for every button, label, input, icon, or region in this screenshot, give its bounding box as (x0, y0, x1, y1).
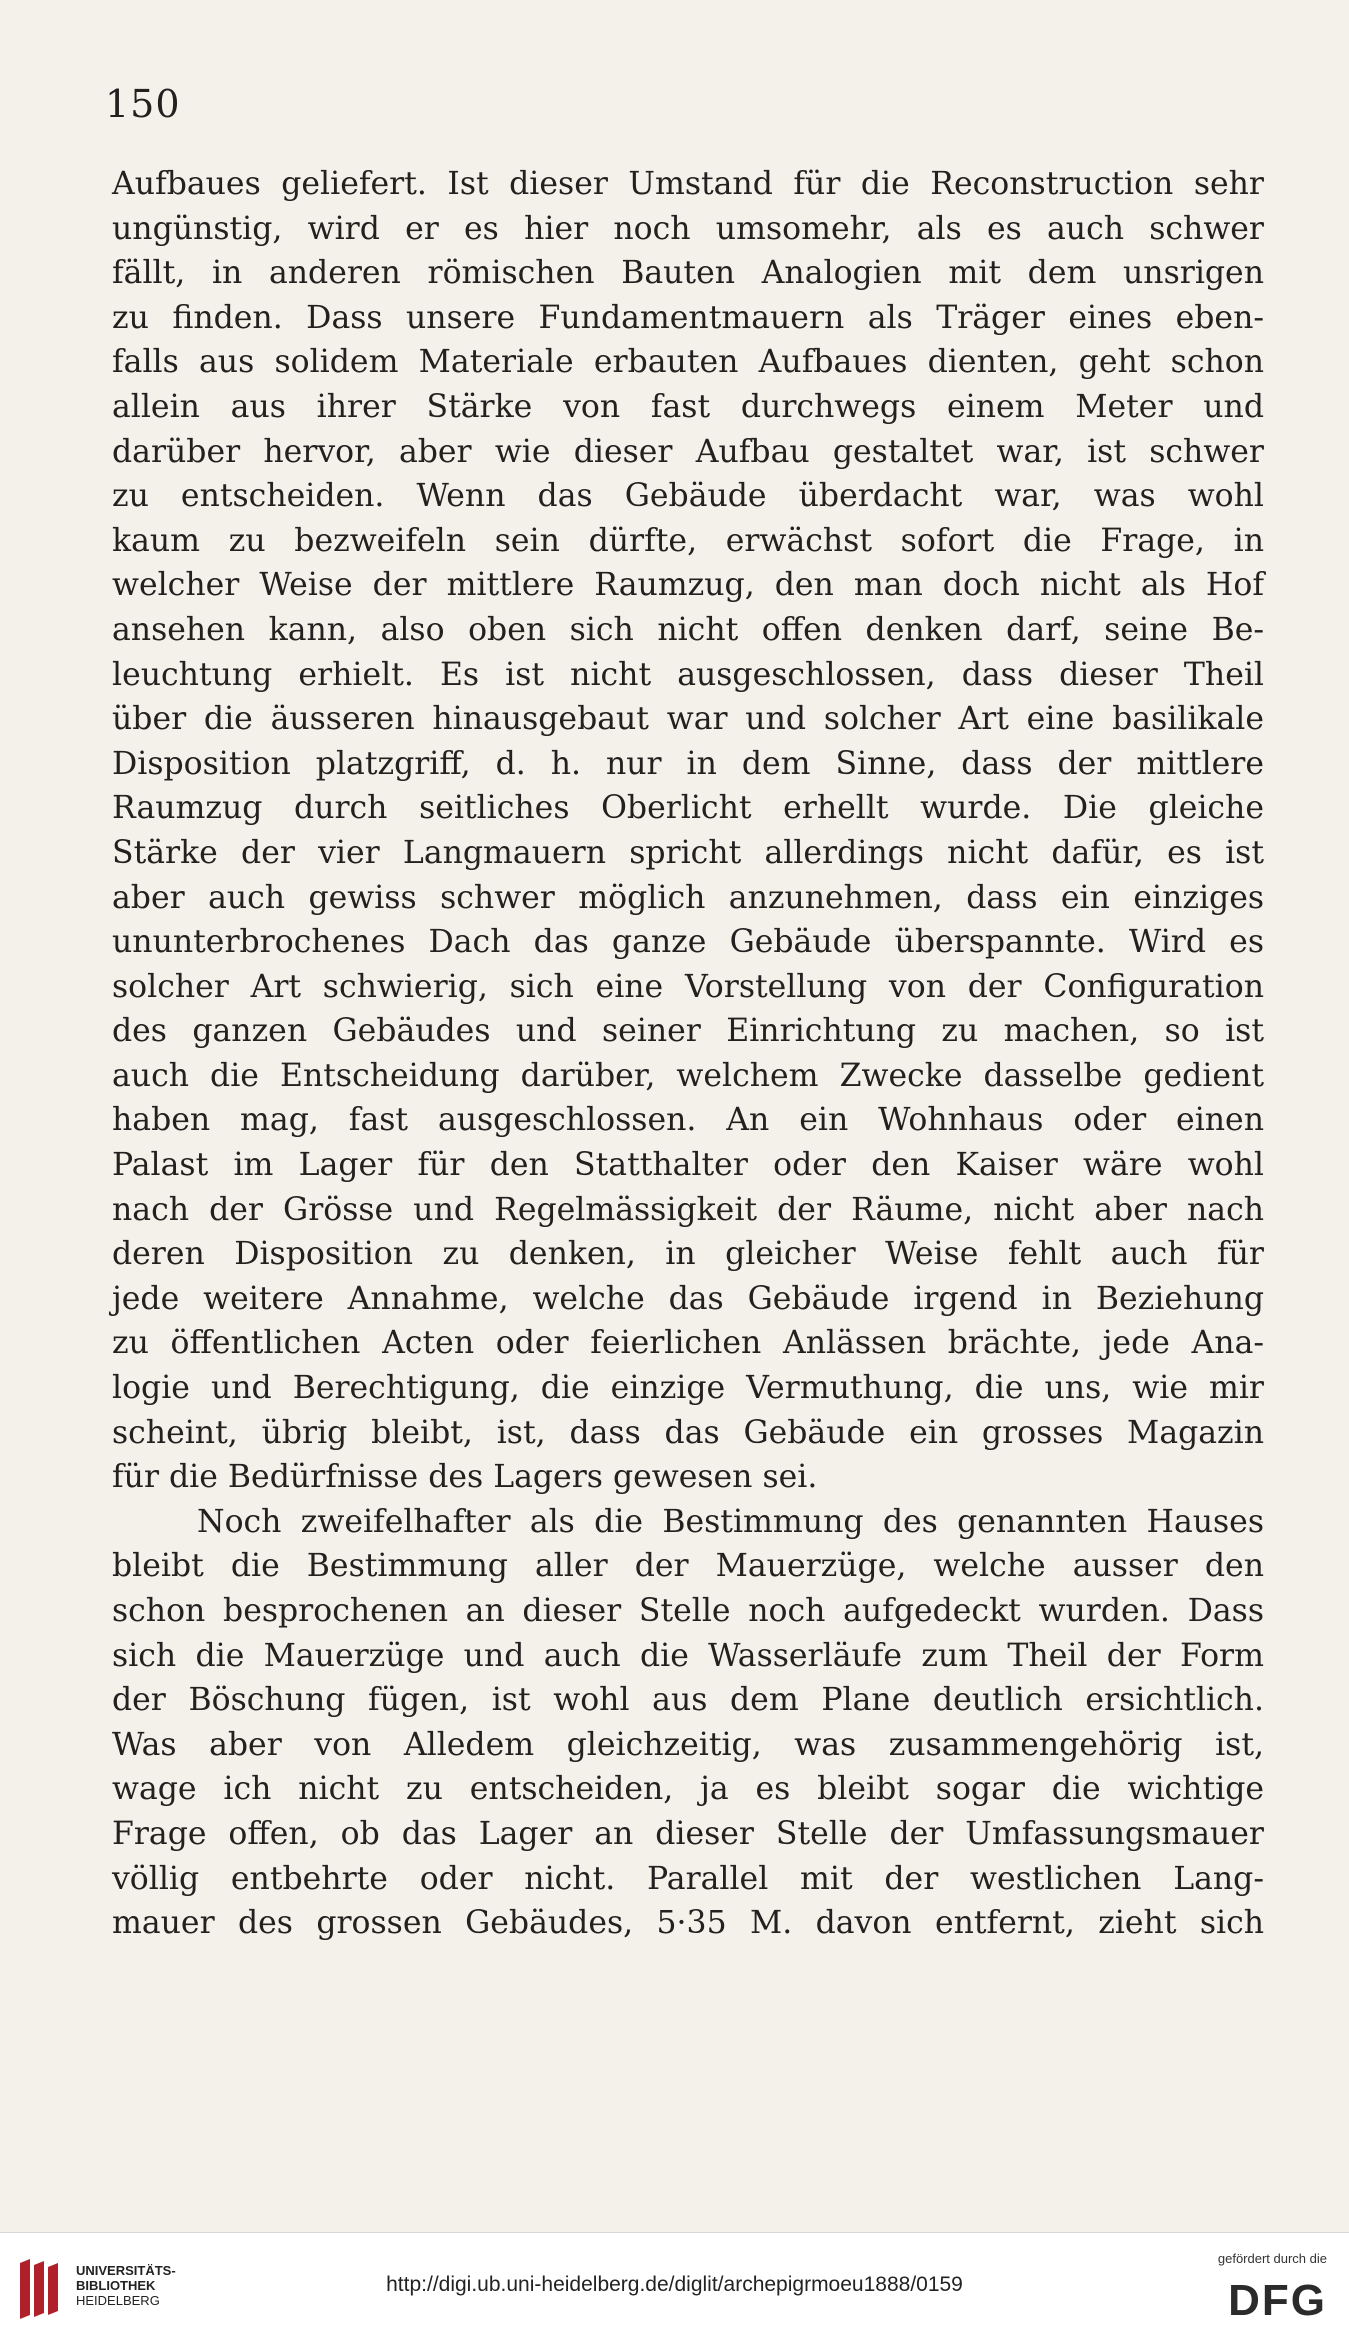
text-line: welcher Weise der mittlere Raumzug, den man doch nicht als Hof (112, 567, 1264, 604)
footer-bar (0, 2232, 1349, 2339)
text-line: deren Disposition zu denken, in gleicher Weise fehlt auch für (112, 1236, 1264, 1273)
text-line: ungünstig, wird er es hier noch umsomehr, als es auch schwer (112, 210, 1264, 247)
text-line: Was aber von Alledem gleichzeitig, was zusammengehörig ist, (112, 1726, 1264, 1763)
text-line: allein aus ihrer Stärke von fast durchwegs einem Meter und (112, 388, 1264, 425)
library-city: HEIDELBERG (76, 2293, 160, 2308)
text-line: über die äusseren hinausgebaut war und solcher Art eine basilikale (112, 701, 1264, 738)
text-line: auch die Entscheidung darüber, welchem Zwecke dasselbe gedient (112, 1057, 1264, 1094)
paragraph-start-line: Noch zweifelhafter als die Bestimmung des genannten Hauses (197, 1503, 1264, 1540)
text-line: zu öffentlichen Acten oder feierlichen Anlässen brächte, jede Ana- (112, 1325, 1264, 1362)
library-name-line: UNIVERSITÄTS- (76, 2263, 176, 2278)
body-text (112, 162, 1264, 1946)
text-line: sich die Mauerzüge und auch die Wasserläufe zum Theil der Form (112, 1637, 1264, 1674)
text-line: zu finden. Dass unsere Fundamentmauern als Träger eines eben- (112, 299, 1264, 336)
text-line: scheint, übrig bleibt, ist, dass das Gebäude ein grosses Magazin (112, 1414, 1264, 1451)
text-line: fällt, in anderen römischen Bauten Analogien mit dem unsrigen (112, 255, 1264, 292)
text-line: mauer des grossen Gebäudes, 5·35 M. davon entfernt, zieht sich (112, 1905, 1264, 1942)
text-line: haben mag, fast ausgeschlossen. An ein Wohnhaus oder einen (112, 1102, 1264, 1139)
text-line: Palast im Lager für den Statthalter oder den Kaiser wäre wohl (112, 1147, 1264, 1184)
text-line: Aufbaues geliefert. Ist dieser Umstand für die Reconstruction sehr (112, 166, 1264, 202)
text-line: leuchtung erhielt. Es ist nicht ausgeschlossen, dass dieser Theil (112, 656, 1264, 693)
funded-by-label: gefördert durch die (1217, 2251, 1327, 2266)
text-line: der Böschung fügen, ist wohl aus dem Plane deutlich ersichtlich. (112, 1682, 1264, 1719)
text-line: solcher Art schwierig, sich eine Vorstellung von der Configuration (112, 968, 1264, 1005)
permalink-url[interactable]: http://digi.ub.uni-heidelberg.de/diglit/archepigrmoeu1888/0159 (386, 2273, 963, 2296)
library-name-line: BIBLIOTHEK (76, 2278, 156, 2293)
text-line: bleibt die Bestimmung aller der Mauerzüge, welche ausser den (112, 1548, 1264, 1585)
text-line: Disposition platzgriff, d. h. nur in dem Sinne, dass der mittlere (112, 745, 1264, 782)
text-line: logie und Berechtigung, die einzige Vermuthung, die uns, wie mir (112, 1370, 1264, 1407)
text-line: schon besprochenen an dieser Stelle noch aufgedeckt wurden. Dass (112, 1593, 1264, 1629)
dfg-logo: DFG (1228, 2276, 1327, 2325)
text-line: wage ich nicht zu entscheiden, ja es bleibt sogar die wichtige (112, 1771, 1264, 1808)
text-line: kaum zu bezweifeln sein dürfte, erwächst sofort die Frage, in (112, 522, 1264, 559)
paragraph-end-line: für die Bedürfnisse des Lagers gewesen sei. (112, 1459, 818, 1496)
text-line: nach der Grösse und Regelmässigkeit der Räume, nicht aber nach (112, 1191, 1264, 1228)
text-line: völlig entbehrte oder nicht. Parallel mit der westlichen Lang- (112, 1860, 1264, 1897)
text-line: des ganzen Gebäudes und seiner Einrichtung zu machen, so ist (112, 1013, 1264, 1050)
text-line: Stärke der vier Langmauern spricht allerdings nicht dafür, es ist (112, 834, 1264, 871)
text-line: Frage offen, ob das Lager an dieser Stelle der Umfassungsmauer (112, 1815, 1264, 1852)
text-line: ununterbrochenes Dach das ganze Gebäude überspannte. Wird es (112, 924, 1264, 961)
text-line: falls aus solidem Materiale erbauten Aufbaues dienten, geht schon (112, 344, 1264, 381)
text-line: aber auch gewiss schwer möglich anzunehmen, dass ein einziges (112, 879, 1264, 916)
page-number: 150 (105, 82, 181, 126)
text-line: darüber hervor, aber wie dieser Aufbau gestaltet war, ist schwer (112, 433, 1264, 470)
text-line: jede weitere Annahme, welche das Gebäude irgend in Beziehung (112, 1280, 1264, 1317)
text-line: Raumzug durch seitliches Oberlicht erhellt wurde. Die gleiche (112, 790, 1264, 827)
text-line: ansehen kann, also oben sich nicht offen denken darf, seine Be- (112, 611, 1264, 648)
text-line: zu entscheiden. Wenn das Gebäude überdacht war, was wohl (112, 478, 1264, 515)
